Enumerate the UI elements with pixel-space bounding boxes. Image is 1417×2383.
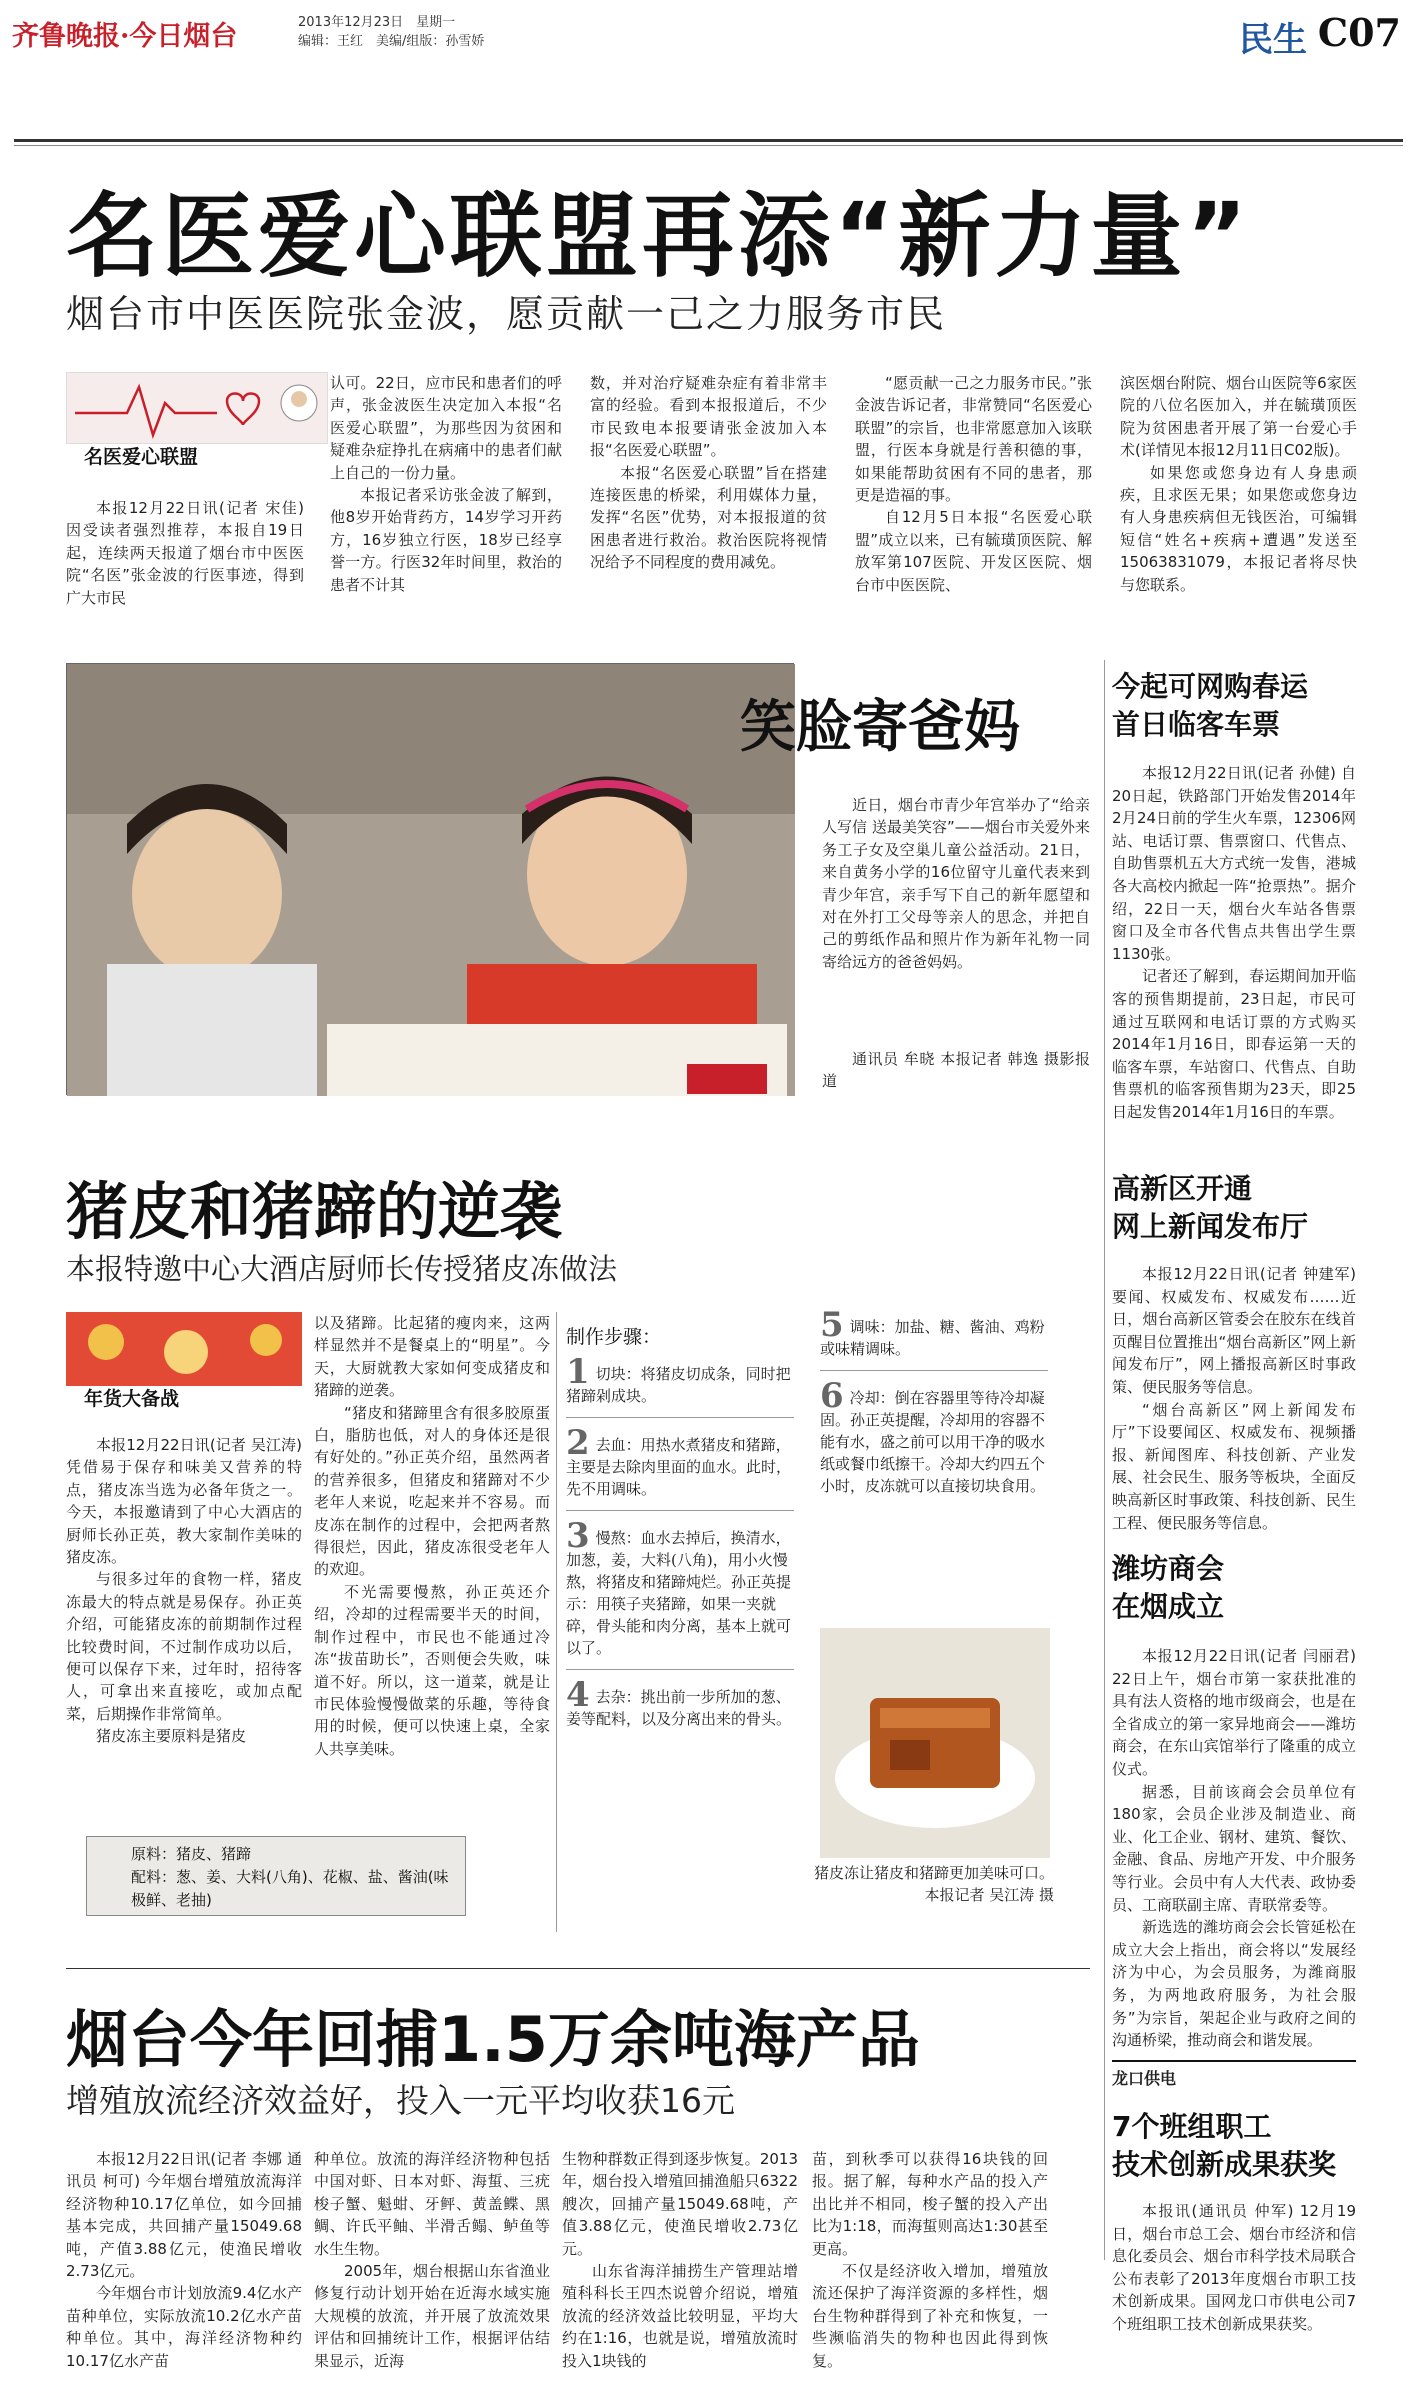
steps-col-1 xyxy=(566,1322,794,1942)
sea-col-4: 苗，到秋季可以获得16块钱的回报。据了解，每种水产品的投入产出比并不相同，梭子蟹的投入产出比为1:18，而海蜇则高达1:30甚至更高。 不仅是经济收入增加，增殖放流还保护了海洋资源的多样性，烟台生物种群得到了补充和恢复，一些濒临消失的物种也因此得到恢复。 xyxy=(812,2150,1048,2370)
side2-headline: 高新区开通 网上新闻发布厅 xyxy=(1112,1172,1309,1243)
lead-col-1: 本报12月22日讯(记者 宋佳) 因受读者强烈推荐，本报自19日起，连续两天报道了烟台市中医医院“名医”张金波的行医事迹，得到广大市民 xyxy=(66,499,304,607)
lead-col-4: “愿贡献一己之力服务市民。”张金波告诉记者，非常赞同“名医爱心联盟”的宗旨，也非常愿意加入该联盟，行医本身就是行善积德的事，如果能帮助贫困有不同的患者，那更是造福的事。 自12月5日本报“名医爱心联盟”成立以来，已有毓璜顶医院、解放军第107医院、开发区医院、烟台市中医医院、 xyxy=(855,374,1092,594)
sea-col-1: 本报12月22日讯(记者 李娜 通讯员 柯可) 今年烟台增殖放流海洋经济物种10.17亿单位，如今回捕基本完成，共回捕产量15049.68吨，产值3.88亿元，使渔民增收2.73亿元。 今年烟台市计划放流9.4亿水产苗种单位，实际放流10.2亿水产苗种单位。其中，海洋经济物种约10.17亿水产苗 xyxy=(66,2150,302,2370)
sidebar-divider xyxy=(1104,660,1105,2260)
side4-headline: 7个班组职工 技术创新成果获奖 xyxy=(1112,2110,1337,2181)
issue-date: 2013年12月23日 星期一 xyxy=(298,15,456,30)
photo-caption: 近日，烟台市青少年宫举办了“给亲人写信 送最美笑容”——烟台市关爱外来务工子女及空巢儿童公益活动。21日，来自黄务小学的16位留守儿童代表来到青少年宫，亲手写下自己的新年愿望和对在外打工父母等亲人的思念，并把自己的剪纸作品和照片作为新年礼物一同寄给远方的爸爸妈妈。 xyxy=(822,796,1090,971)
sea-col-3: 生物种群数正得到逐步恢复。2013年，烟台投入增殖回捕渔船只6322艘次，回捕产量15049.68吨，产值3.88亿元，使渔民增收2.73亿元。 山东省海洋捕捞生产管理站增殖科科长王四杰说曾介绍说，增殖放流的经济效益比较明显，平均大约在1:16，也就是说，增殖放流时投入1块钱的 xyxy=(562,2150,798,2370)
ingredients-box: 原料：猪皮、猪蹄 配料：葱、姜、大料(八角)、花椒、盐、酱油(味极鲜、老抽) xyxy=(86,1836,466,1916)
step-6: 6 冷却：倒在容器里等待冷却凝固。孙正英提醒，冷却用的容器不能有水，盛之前可以用干净的吸水纸或餐巾纸擦干。冷却大约四五个小时，皮冻就可以直接切块食用。 xyxy=(820,1376,1046,1495)
step-1: 1 切块：将猪皮切成条，同时把猪蹄剁成块。 xyxy=(566,1361,794,1418)
header-meta xyxy=(298,13,484,51)
side3-body: 本报12月22日讯(记者 闫丽君) 22日上午，烟台市第一家获批准的具有法人资格的地市级商会，也是在全省成立的第一家异地商会——潍坊商会，在东山宾馆举行了隆重的成立仪式。 据悉，目前该商会会员单位有180家，会员企业涉及制造业、商业、化工企业、钢材、建筑、餐饮、金融、食品、房地产开发、中介服务等行业。会员中有人大代表、政协委员、工商联副主席、青联常委等。 新选选的潍坊商会会长管延松在成立大会上指出，商会将以“发展经济为中心，为会员服务，为潍商服务，为两地政府服务，为社会服务”为宗旨，架起企业与政府之间的沟通桥梁，推动商会和谐发展。 xyxy=(1112,1647,1356,2050)
pig-tag: 年货大备战 xyxy=(84,1388,180,1410)
header-rule-thin xyxy=(14,145,1403,146)
page-number: C07 xyxy=(1317,10,1401,55)
lead-headline: 名医爱心联盟再添“新力量” xyxy=(66,183,1251,290)
lead-col-5: 滨医烟台附院、烟台山医院等6家医院的八位名医加入，并在毓璜顶医院为贫困患者开展了第一台爱心手术(详情见本报12月11日C02版)。 如果您或您身边有人身患顽疾，且求医无果；如果您或您身边有人身患疾病但无钱医治，可编辑短信“姓名+疾病+遭遇”发送至15063831079，本报记者将尽快与您联系。 xyxy=(1120,374,1357,594)
pig-headline: 猪皮和猪蹄的逆袭 xyxy=(66,1175,563,1248)
header-rule xyxy=(14,139,1403,142)
jelly-caption: 猪皮冻让猪皮和猪蹄更加美味可口。 本报记者 吴江涛 摄 xyxy=(814,1864,1055,1904)
children-photo xyxy=(66,663,794,1095)
jelly-illustration xyxy=(820,1628,1050,1858)
lead-subheadline: 烟台市中医医院张金波，愿贡献一己之力服务市民 xyxy=(66,292,947,336)
side4-tag: 龙口供电 xyxy=(1112,2069,1177,2088)
steps-col-2 xyxy=(820,1305,1048,1584)
step-3: 3 慢熬：血水去掉后，换清水，加葱，姜，大料(八角)，用小火慢熬，将猪皮和猪蹄炖烂。孙正英提示：用筷子夹猪蹄，如果一夹就碎，骨头能和肉分离，基本上就可以了。 xyxy=(566,1525,794,1670)
side3-headline: 潍坊商会 在烟成立 xyxy=(1112,1552,1225,1623)
side1-body: 本报12月22日讯(记者 孙健) 自20日起，铁路部门开始发售2014年2月24日前的学生火车票，12306网站、电话订票、售票窗口、代售点、自助售票机五大方式统一发售，港城各大高校内掀起一阵“抢票热”。据介绍，22日一天，烟台火车站各售票窗口及全市各代售点共售出学生票1130张。 记者还了解到，春运期间加开临客的预售期提前，23日起，市民可通过互联网和电话订票的方式购买2014年1月16日，即春运第一天的临客车票，车站窗口、代售点、自助售票机的临客预售期为23天，即25日起发售2014年1月16日的车票。 xyxy=(1112,764,1356,1121)
section-name: 民生 xyxy=(1239,20,1307,60)
side4-body: 本报讯(通讯员 仲军) 12月19日，烟台市总工会、烟台市经济和信息化委员会、烟台市科学技术局联合公布表彰了2013年度烟台市职工技术创新成果。国网龙口市供电公司7个班组职工技术创新成果获奖。 xyxy=(1112,2202,1356,2333)
children-photo-illustration xyxy=(67,664,795,1096)
lead-col-3: 数，并对治疗疑难杂症有着非常丰富的经验。看到本报报道后，不少市民致电本报要请张金波加入本报“名医爱心联盟”。 本报“名医爱心联盟”旨在搭建连接医患的桥梁，利用媒体力量，发挥“名医”优势，对本报报道的贫困患者进行救治。救治医院将视情况给予不同程度的费用减免。 xyxy=(590,374,827,572)
photo-title: 笑脸寄爸妈 xyxy=(740,695,1020,760)
side4-rule xyxy=(1112,2060,1356,2062)
lead-col-2: 认可。22日，应市民和患者们的呼声，张金波医生决定加入本报“名医爱心联盟”，为那些因为贫困和疑难杂症挣扎在病痛中的患者们献上自己的一份力量。 本报记者采访张金波了解到，他8岁开始背药方，14岁学习开药方，16岁独立行医，18岁已经享誉一方。行医32年时间里，救治的患者不计其 xyxy=(330,374,562,594)
lead-tag: 名医爱心联盟 xyxy=(84,446,199,468)
step-5: 5 调味：加盐、糖、酱油、鸡粉或味精调味。 xyxy=(820,1314,1048,1371)
sea-col-2: 种单位。放流的海洋经济物种包括中国对虾、日本对虾、海蜇、三疣梭子蟹、魁蚶、牙鲆、黄盖鲽、黑鲷、许氏平鲉、半滑舌鳎、鲈鱼等水生生物。 2005年，烟台根据山东省渔业修复行动计划开始在近海水域实施大规模的放流，并开展了放流效果评估和回捕统计工作，根据评估结果显示，近海 xyxy=(314,2150,550,2370)
pig-col-2: 以及猪蹄。比起猪的瘦肉来，这两样显然并不是餐桌上的“明星”。今天，大厨就教大家如何变成猪皮和猪蹄的逆袭。 “猪皮和猪蹄里含有很多胶原蛋白，脂肪也低，对人的身体还是很有好处的。”孙正英介绍，虽然两者的营养很多，但猪皮和猪蹄对不少老年人来说，吃起来并不容易。而皮冻在制作的过程中，会把两者熬得很烂，因此，猪皮冻很受老年人的欢迎。 不光需要慢熬，孙正英还介绍，冷却的过程需要半天的时间，制作过程中，市民也不能通过冷冻“拔苗助长”，否则便会失败，味道不好。所以，这一道菜，就是让市民体验慢慢做菜的乐趣，等待食用的时候，便可以快速上桌，全家人共享美味。 xyxy=(314,1314,550,1758)
pig-col-1: 本报12月22日讯(记者 吴江涛) 凭借易于保存和味美又营养的特点，猪皮冻当选为必备年货之一。今天，本报邀请到了中心大酒店的厨师长孙正英，教大家制作美味的猪皮冻。 与很多过年的食物一样，猪皮冻最大的特点就是易保存。孙正英介绍，可能猪皮冻的前期制作过程比较费时间，不过制作成功以后，便可以保存下来，过年时，招待客人，可拿出来直接吃，或加点配菜，后期操作非常简单。 猪皮冻主要原料是猪皮 xyxy=(66,1436,302,1746)
sea-headline: 烟台今年回捕1.5万余吨海产品 xyxy=(66,2003,920,2076)
steps-title: 制作步骤： xyxy=(566,1326,662,1348)
newspaper-logo: 齐鲁晚报·今日烟台 xyxy=(12,21,238,52)
new-year-banner xyxy=(66,1312,302,1386)
sea-subheadline: 增殖放流经济效益好，投入一元平均收获16元 xyxy=(66,2081,735,2120)
sea-top-rule xyxy=(66,1968,1090,1969)
editor-credits: 编辑：王红 美编/组版：孙雪娇 xyxy=(298,34,485,49)
heart-logo xyxy=(66,372,328,444)
pig-subheadline: 本报特邀中心大酒店厨师长传授猪皮冻做法 xyxy=(66,1252,618,1286)
heartbeat-icon xyxy=(67,373,329,445)
side2-body: 本报12月22日讯(记者 钟建军) 要闻、权威发布、权威发布……近日，烟台高新区管委会在胶东在线首页醒目位置推出“烟台高新区”网上新闻发布厅”，网上播报高新区时事政策、便民服务等信息。 “烟台高新区”网上新闻发布厅”下设要闻区、权威发布、视频播报、新闻图库、科技创新、产业发展、社会民生、服务等板块，全面反映高新区时事政策、科技创新、民生工程、便民服务等信息。 xyxy=(1112,1265,1356,1532)
pig-skin-jelly-photo xyxy=(820,1628,1050,1858)
step-2: 2 去血：用热水煮猪皮和猪蹄，主要是去除肉里面的血水。此时，先不用调味。 xyxy=(566,1432,794,1511)
step-4: 4 去杂：挑出前一步所加的葱、姜等配料，以及分离出来的骨头。 xyxy=(566,1675,792,1728)
photo-credit: 通讯员 牟晓 本报记者 韩逸 摄影报道 xyxy=(822,1050,1090,1091)
new-year-decoration xyxy=(66,1312,302,1386)
steps-divider xyxy=(556,1312,557,1932)
side1-headline: 今起可网购春运 首日临客车票 xyxy=(1112,670,1309,741)
